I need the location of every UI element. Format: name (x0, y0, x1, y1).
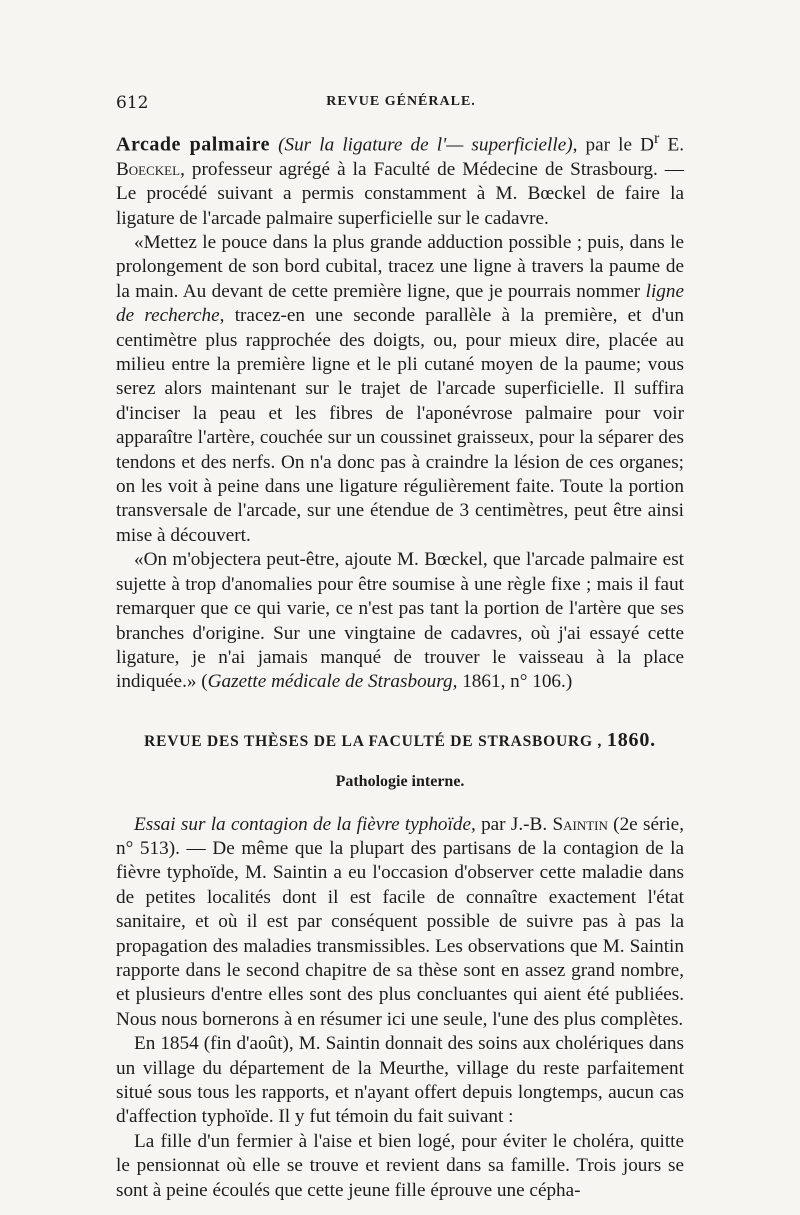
thesis-byline: par J.-B. (475, 813, 553, 835)
author-name: Boeckel (116, 158, 181, 180)
page-header (116, 93, 686, 119)
running-head: REVUE GÉNÉRALE. (326, 94, 476, 109)
article-title: Arcade palmaire (116, 133, 270, 156)
thesis-paragraph-1-text: (2e série, n° 513). — De même que la plupart des partisans de la contagion de la fièvre typhoïde, M. Saintin a eu l'occasion d'observer cette maladie dans de petites localités dont il est facile de connaître exactement l'état sanitaire, et où il est par conséquent possible de suivre pas à pas la propagation des maladies transmissibles. Les observations que M. Saintin rapporte dans le second chapitre de sa thèse sont en assez grand nombre, et plusieurs d'entre elles sont des plus concluantes qui aient été publiées. Nous nous bornerons à en résumer ici une seule, l'une des plus complètes. (116, 813, 684, 1030)
citation-details: 1861, n° 106.) (457, 671, 573, 693)
quote-1-italic-term: ligne de recherche (116, 280, 684, 327)
quote-1-text-b: , tracez-en une seconde parallèle à la première, et d'un centimètre plus rapprochée des doigts, ou, pour mieux dire, placée au milieu entre la première ligne et le pli cutané moyen de la paume; vous serez alors maintenant sur le trajet de l'arcade superficielle. Il suffira d'inciser la peau et les fibres de l'aponévrose palmaire pour voir apparaître l'artère, couchée sur un coussinet graisseux, pour la séparer des tendons et des nerfs. On n'a donc pas à craindre la lésion de ces organes; on les voit à peine dans une ligature régulièrement faite. Toute la portion transversale de l'arcade, sur une étendue de 3 centimètres, peut être ainsi mise à découvert. (116, 305, 684, 546)
section-heading (116, 728, 684, 754)
byline-initial: E. (659, 134, 685, 156)
thesis-paragraph-3: La fille d'un fermier à l'aise et bien logé, pour éviter le choléra, quitte le pensionnat où elle se trouve et revient dans sa famille. Trois jours se sont à peine écoulés que cette jeune fille éprouve une cépha- (116, 1130, 684, 1201)
page-body (116, 127, 684, 1203)
byline-superscript: r (654, 130, 660, 147)
thesis-paragraph-1 (116, 813, 684, 1033)
thesis-author: Saintin (552, 813, 608, 835)
section-heading-year: 1860. (606, 728, 656, 751)
byline-prefix: , par le D (572, 134, 655, 156)
article-title-parenthetical: (Sur la ligature de l'— superficielle) (278, 134, 573, 156)
quote-2-text: «On m'objectera peut-être, ajoute M. Bœckel, que l'arcade palmaire est sujette à trop d'anomalies pour être soumise à une règle fixe ; mais il faut remarquer que ce qui varie, ce n'est pas tant la portion de l'artère que ses branches d'origine. Sur une vingtaine de cadavres, où j'ai essayé cette ligature, je n'ai jamais manqué de trouver le vaisseau à la place indiquée.» ( (116, 549, 684, 693)
intro-text: , professeur agrégé à la Faculté de Médecine de Strasbourg. — Le procédé suivant a permis constamment à M. Bœckel de faire la ligature de l'arcade palmaire superficielle sur le cadavre. (116, 158, 684, 229)
citation-journal: Gazette médicale de Strasbourg, (207, 671, 458, 693)
arcade-intro-paragraph (116, 127, 684, 231)
quote-paragraph-2 (116, 548, 684, 694)
quote-paragraph-1 (116, 231, 684, 548)
section-heading-text: REVUE DES THÈSES DE LA FACULTÉ DE STRASBOURG , (144, 732, 603, 750)
thesis-paragraph-2: En 1854 (fin d'août), M. Saintin donnait des soins aux cholériques dans un village du département de la Meurthe, village du reste parfaitement situé sous tous les rapports, et n'ayant offert depuis longtemps, aucun cas d'affection typhoïde. Il y fut témoin du fait suivant : (116, 1033, 684, 1128)
quote-1-text-a: «Mettez le pouce dans la plus grande adduction possible ; puis, dans le prolongement de son bord cubital, tracez une ligne à travers la paume de la main. Au devant de cette première ligne, que je pourrais nommer (116, 232, 684, 302)
page-number: 612 (116, 93, 149, 113)
thesis-title: Essai sur la contagion de la fièvre typhoïde, (134, 813, 476, 835)
subsection-heading: Pathologie interne. (335, 773, 465, 791)
